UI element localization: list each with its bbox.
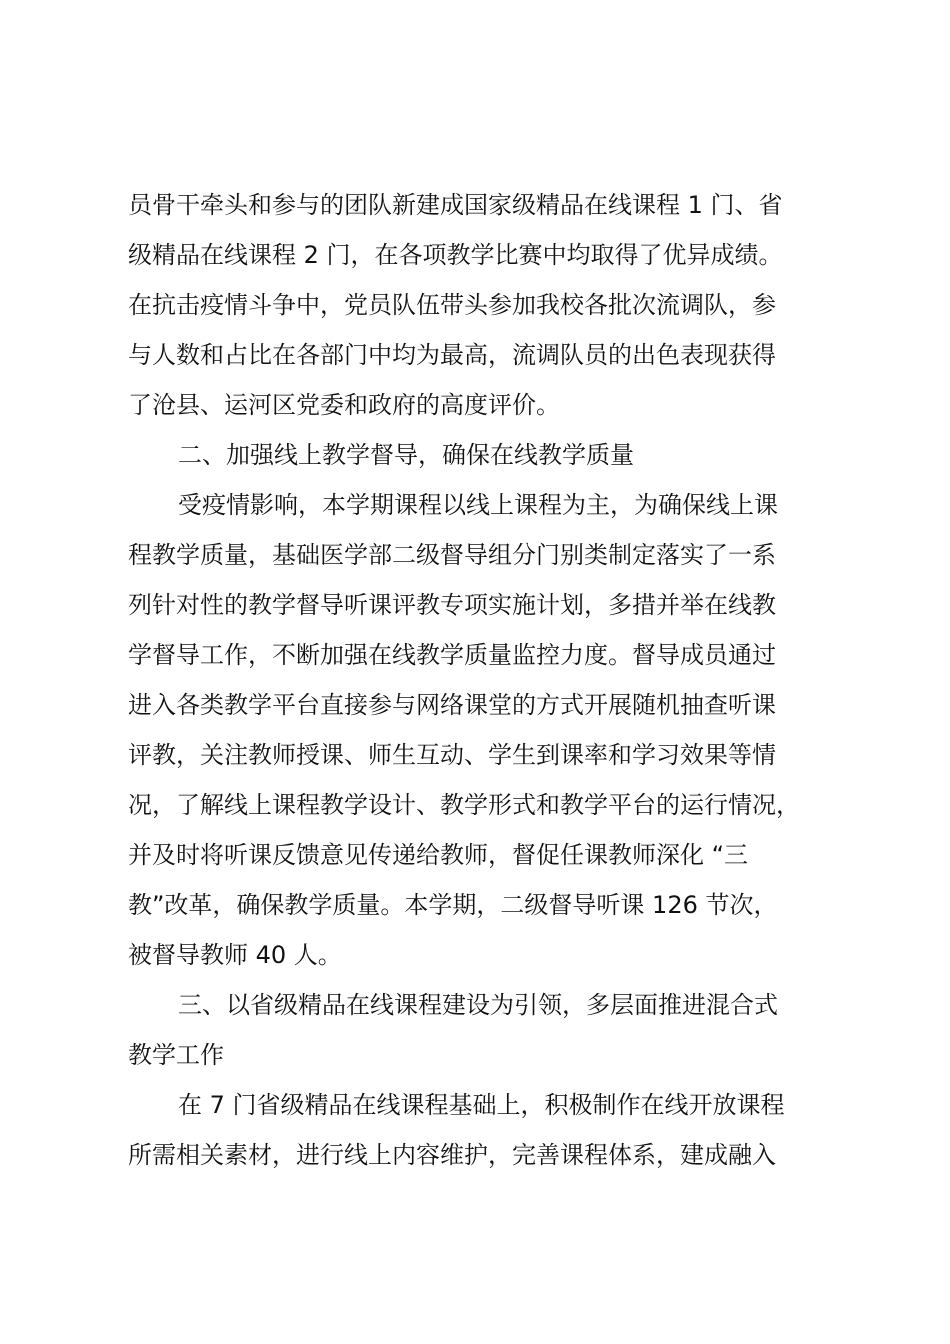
paragraph-line: 了沧县、运河区党委和政府的高度评价。	[128, 391, 560, 419]
paragraph-line: 级精品在线课程 2 门，在各项教学比赛中均取得了优异成绩。	[128, 241, 783, 269]
section-heading: 三、以省级精品在线课程建设为引领，多层面推进混合式	[178, 991, 778, 1019]
paragraph-line: 在抗击疫情斗争中，党员队伍带头参加我校各批次流调队，参	[128, 291, 776, 319]
paragraph-line: 受疫情影响，本学期课程以线上课程为主，为确保线上课	[178, 491, 778, 519]
paragraph-line: 与人数和占比在各部门中均为最高，流调队员的出色表现获得	[128, 341, 776, 369]
paragraph-line: 员骨干牵头和参与的团队新建成国家级精品在线课程 1 门、省	[128, 191, 783, 219]
paragraph-line: 并及时将听课反馈意见传递给教师，督促任课教师深化 “三	[128, 841, 749, 869]
paragraph-line: 进入各类教学平台直接参与网络课堂的方式开展随机抽查听课	[128, 691, 776, 719]
paragraph-line: 教”改革，确保教学质量。本学期，二级督导听课 126 节次，	[128, 891, 778, 919]
paragraph-line: 程教学质量，基础医学部二级督导组分门别类制定落实了一系	[128, 541, 776, 569]
paragraph-line: 被督导教师 40 人。	[128, 941, 342, 969]
paragraph-line: 学督导工作，不断加强在线教学质量监控力度。督导成员通过	[128, 641, 776, 669]
paragraph-line: 评教，关注教师授课、师生互动、学生到课率和学习效果等情	[128, 741, 776, 769]
paragraph-line: 在 7 门省级精品在线课程基础上，积极制作在线开放课程	[178, 1091, 785, 1119]
section-heading-continuation: 教学工作	[128, 1041, 224, 1069]
paragraph-line: 列针对性的教学督导听课评教专项实施计划，多措并举在线教	[128, 591, 776, 619]
section-heading: 二、加强线上教学督导，确保在线教学质量	[178, 441, 634, 469]
paragraph-line: 所需相关素材，进行线上内容维护，完善课程体系，建成融入	[128, 1141, 776, 1169]
paragraph-line: 况，了解线上课程教学设计、教学形式和教学平台的运行情况，	[128, 791, 800, 819]
